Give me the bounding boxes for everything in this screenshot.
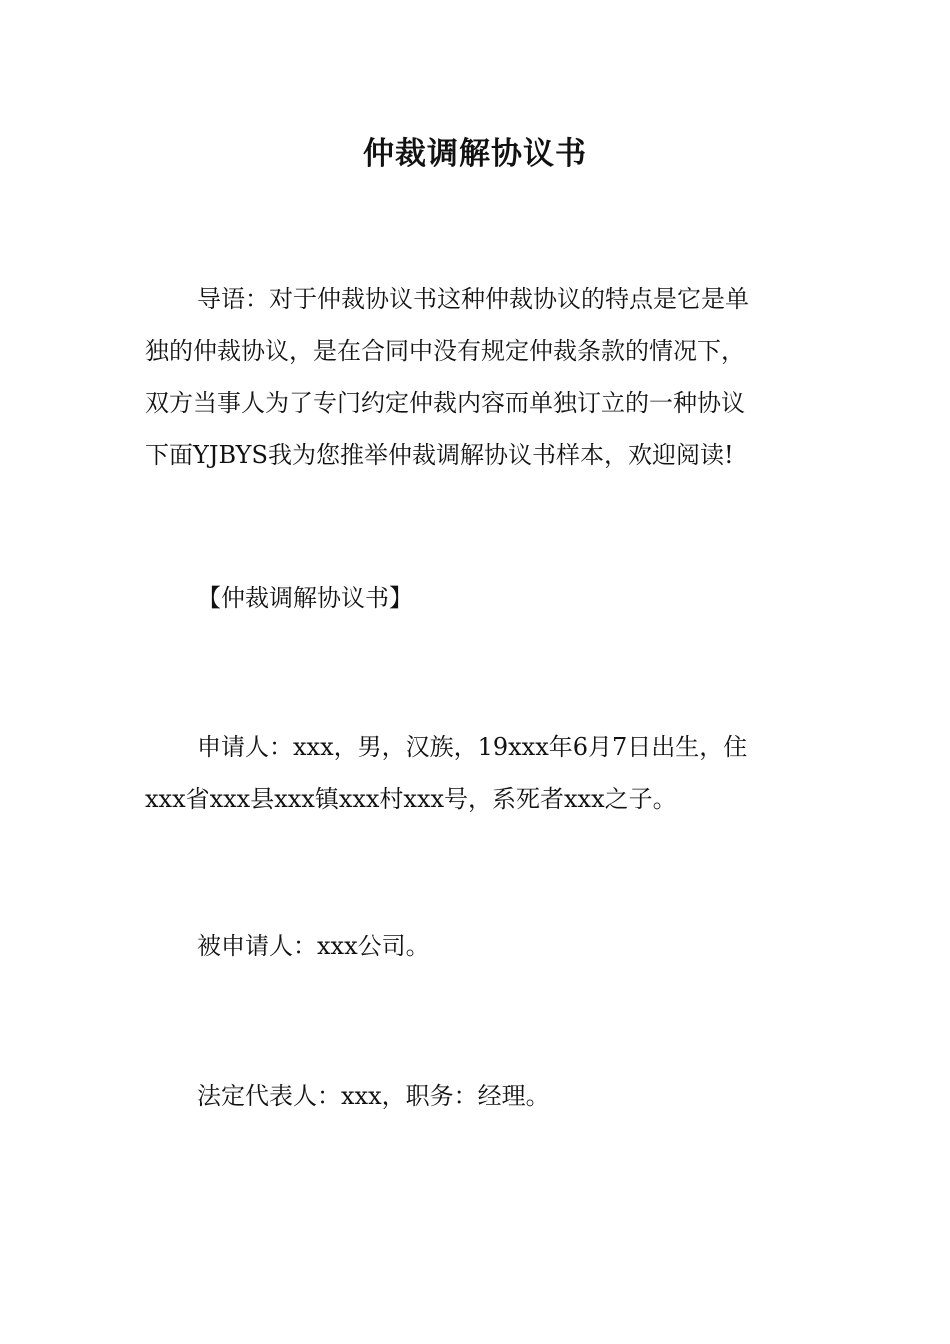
intro-line: 独的仲裁协议，是在合同中没有规定仲裁条款的情况下， [145,337,745,365]
applicant-line: xxx省xxx县xxx镇xxx村xxx号，系死者xxx之子。 [145,785,677,813]
section-heading: 【仲裁调解协议书】 [197,584,413,612]
legal-representative-line: 法定代表人：xxx，职务：经理。 [197,1082,550,1110]
intro-line: 双方当事人为了专门约定仲裁内容而单独订立的一种协议 [145,389,745,417]
intro-line: 导语：对于仲裁协议书这种仲裁协议的特点是它是单 [197,285,749,313]
document-title: 仲裁调解协议书 [363,136,587,172]
intro-paragraph [145,273,815,481]
intro-line: 下面YJBYS我为您推举仲裁调解协议书样本，欢迎阅读! [145,441,734,469]
respondent-line: 被申请人：xxx公司。 [197,932,430,960]
applicant-paragraph [145,721,815,825]
applicant-line: 申请人：xxx，男，汉族，19xxx年6月7日出生，住 [197,733,748,761]
